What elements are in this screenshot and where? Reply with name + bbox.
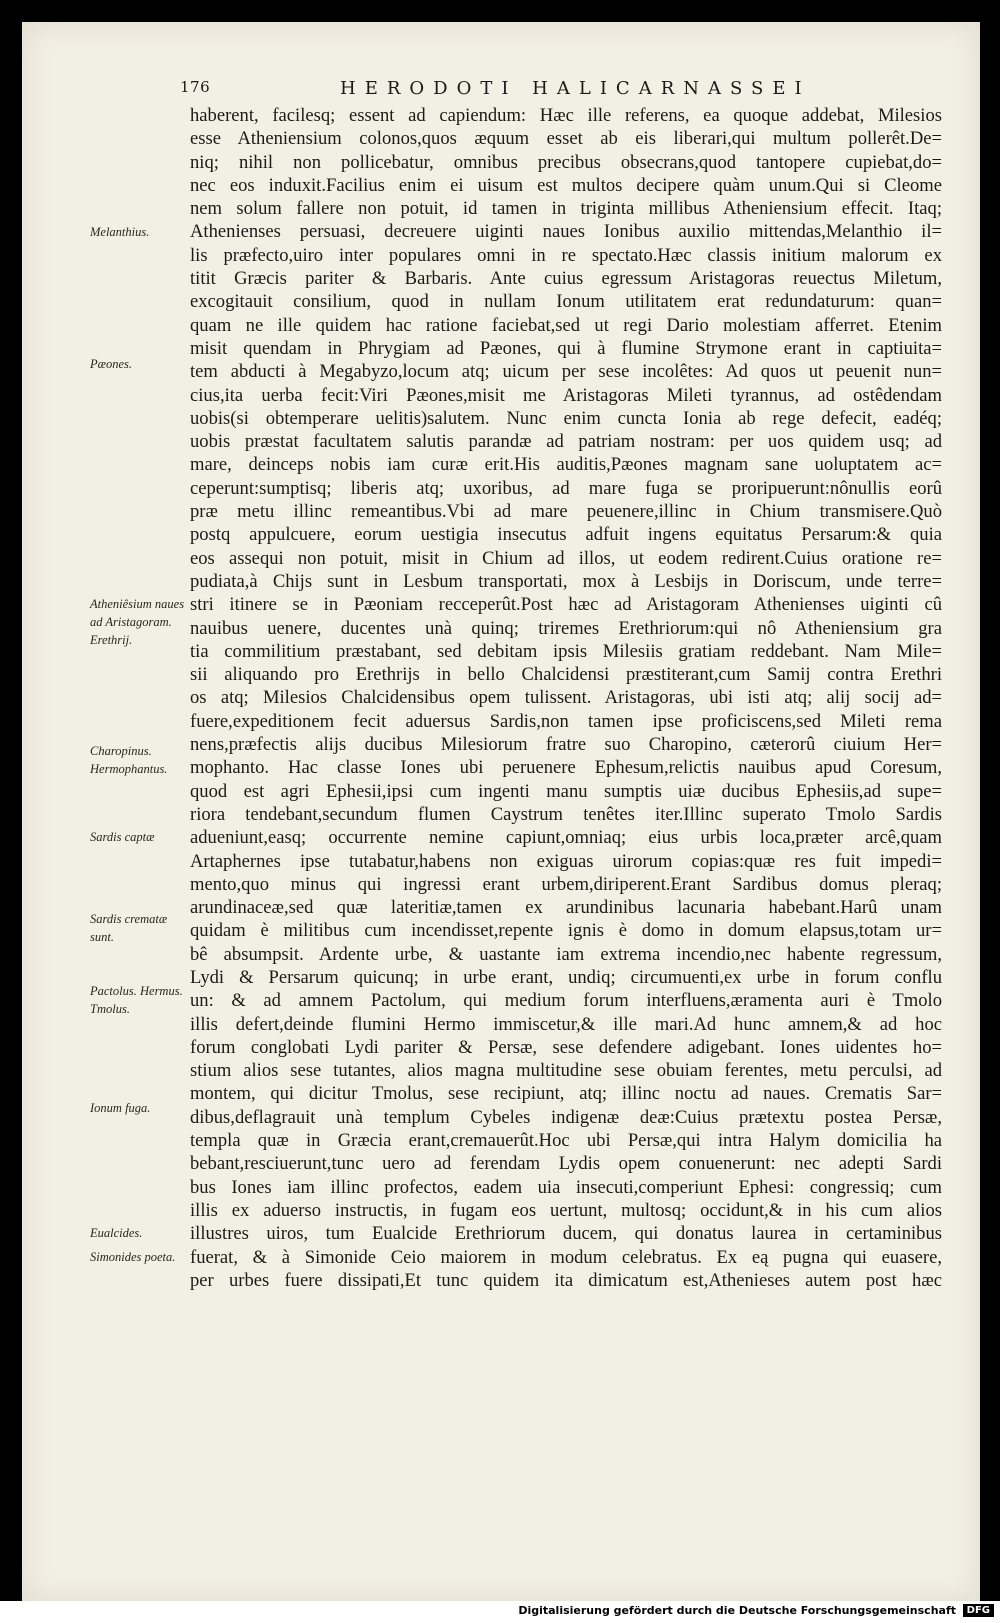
text-line: titit Græcis pariter & Barbaris. Ante cuius egressum Aristagoras reuectus Miletum, [190, 268, 942, 290]
text-line: Athenienses persuasi, decreuere uiginti naues Ionibus auxilio mittendas,Melanthio il= [190, 221, 942, 243]
margin-note: Pactolus. Hermus. Tmolus. [90, 984, 183, 1017]
text-line: forum conglobati Lydi pariter & Persæ, sese defendere adigebant. Iones uidentes ho= [190, 1036, 942, 1058]
text-line: arundinaceæ,sed quæ lateritiæ,tamen ex arundinibus lacunaria habebant.Harû unam [190, 897, 942, 919]
text-line: mare, deinceps nobis iam curæ erit.His auditis,Pæones magnam sane uoluptatem ac= [190, 454, 942, 476]
text-line: præ metu illinc remeantibus.Vbi ad mare peuenere,illinc in Chium transmisere.Quò [190, 501, 942, 523]
text-line: fuere,expeditionem fecit aduersus Sardis,non tamen ipse proficiscens,sed Mileti rema [190, 710, 942, 732]
dfg-logo: DFG [963, 1604, 994, 1617]
text-line: nens,præfectis alijs ducibus Milesiorum fratre suo Charopino, cæterorû ciuium Her= [190, 734, 942, 756]
text-line: dibus,deflagrauit unà templum Cybeles indigenæ deæ:Cuius prætextu postea Persæ, [190, 1106, 942, 1128]
text-line: excogitauit consilium, quod in nullam Ionum utilitatem erat redundaturum: quan= [190, 291, 942, 313]
text-line: nem solum fallere non potuit, id tamen in triginta millibus Atheniensium effecit. Itaq; [190, 198, 942, 220]
text-line: bê absumpsit. Ardente urbe, & uastante iam extrema incendio,nec habente regressum, [190, 943, 942, 965]
text-line: mophanto. Hac classe Iones ubi peruenere Ephesum,relictis nauibus apud Coresum, [190, 757, 942, 779]
text-line: illis defert,deinde flumini Hermo immiscetur,& ille mari.Ad hunc amnem,& ad hoc [190, 1013, 942, 1035]
text-line: per urbes fuere dissipati,Et tunc quidem ita dimicatum est,Athenieses autem post hæc [190, 1269, 942, 1291]
text-line: adueniunt,easq; occurrente nemine capiunt,omniaq; eius urbis loca,præter arcê,quam [190, 827, 942, 849]
page-number: 176 [180, 78, 211, 96]
margin-note: Sardis captæ [90, 830, 155, 845]
text-line: quam ne ille quidem hac ratione faciebat,sed ut regi Dario molestiam afferret. Etenim [190, 314, 942, 336]
text-line: bebant,resciuerunt,tunc uero ad ferendam Lydis opem conuenerunt: nec adepti Sardi [190, 1153, 942, 1175]
text-line: stium alios sese tutantes, alios magna multitudine sese obuiam ferentes, metu perculsi, ad [190, 1060, 942, 1082]
text-line: lis præfecto,uiro inter populares omni in re spectato.Hæc classis initium malorum ex [190, 244, 942, 266]
text-line: un: & ad amnem Pactolum, qui medium forum interfluens,æramenta auri è Tmolo [190, 990, 942, 1012]
text-line: eos assequi non potuit, misit in Chium ad illos, ut eodem redirent.Cuius oratione re= [190, 547, 942, 569]
text-line: os atq; Milesios Chalcidensibus opem tulissent. Aristagoras, ubi isti atq; alij socij ad= [190, 687, 942, 709]
footer-bar [0, 1601, 1000, 1623]
text-line: mento,quo minus qui ingressi erant urbem,diriperent.Erant Sardibus domus pleraq; [190, 873, 942, 895]
margin-note: Ionum fuga. [90, 1100, 151, 1115]
text-line: quod est agri Ephesii,ipsi cum ingenti manu sumptis uiæ ducibus Ephesiis,ad supe= [190, 780, 942, 802]
text-line: riora tendebant,secundum flumen Caystrum tenêtes iter.Illinc superato Tmolo Sardis [190, 803, 942, 825]
margin-note: Sardis crematæ sunt. [90, 911, 168, 944]
text-line: esse Atheniensium colonos,quos æquum esset ab eis liberari,qui multum pollerêt.De= [190, 128, 942, 150]
text-line: illis ex aduerso instructis, in fugam eos uertunt, multosq; occidunt,& in his cum alios [190, 1199, 942, 1221]
text-line: illustres uiros, tum Eualcide Erethriorum ducem, qui donatus laurea in certaminibus [190, 1223, 942, 1245]
text-line: misit quendam in Phrygiam ad Pæones, qui à flumine Strymone erant in captiuita= [190, 337, 942, 359]
text-line: tia commilitium præstabant, sed debitam ipsis Milesiis gratiam reddebant. Nam Mile= [190, 640, 942, 662]
text-line: Lydi & Persarum quicunq; in urbe erant, undiq; circumuenti,ex urbe in forum conflu [190, 966, 942, 988]
text-line: cius,ita uerba fecit:Viri Pæones,misit me Aristagoras Mileti tyrannus, ad ostêdendam [190, 384, 942, 406]
text-line: niq; nihil non pollicebatur, omnibus precibus obsecrans,quod tantopere cupiebat,do= [190, 151, 942, 173]
text-line: uobis præstat facultatem salutis parandæ ad patriam nostram: per uos quidem usq; ad [190, 431, 942, 453]
margin-note: Simonides poeta. [90, 1249, 176, 1264]
text-line: fuerat, & à Simonide Ceio maiorem in modum celebratus. Ex eą pugna qui euasere, [190, 1246, 942, 1268]
footer-credit: Digitalisierung gefördert durch die Deutsche Forschungsgemeinschaft [518, 1604, 956, 1617]
text-line: quidam è militibus cum incendisset,repente ignis è domo in domum elapsus,totam ur= [190, 920, 942, 942]
text-line: uobis(si obtemperare uelitis)salutem. Nunc enim cuncta Ionia ab rege defecit, eadéq; [190, 407, 942, 429]
text-line: ceperunt:sumptisq; liberis atq; uxoribus, ad mare fuga se proripuerunt:nônullis eorû [190, 477, 942, 499]
running-title: HERODOTI HALICARNASSEI [340, 78, 811, 99]
margin-note: Eualcides. [90, 1226, 143, 1241]
text-line: sii aliquando pro Erethrijs in bello Chalcidensi præstiterant,cum Samij contra Erethri [190, 664, 942, 686]
text-line: montem, qui dicitur Tmolus, sese recipiunt, atq; illinc noctu ad naues. Crematis Sar= [190, 1083, 942, 1105]
margin-note: Melanthius. [90, 224, 150, 239]
text-line: nauibus uenere, ducentes unà quinq; triremes Erethriorum:qui nô Atheniensium gra [190, 617, 942, 639]
text-line: postq appulcuere, eorum uestigia insecutus adfuit ingens equitatus Persarum:& quia [190, 524, 942, 546]
text-line: tem abducti à Megabyzo,locum atq; uicum per sese incolêtes: Ad quos ut peuenit nun= [190, 361, 942, 383]
text-line: templa quæ in Græcia erant,cremauerût.Hoc ubi Persæ,qui intra Halym domicilia ha [190, 1130, 942, 1152]
text-line: stri itinere se in Pæoniam recceperût.Post hæc ad Aristagoram Athenienses uiginti cû [190, 594, 942, 616]
body-text [190, 104, 942, 1292]
text-line: haberent, facilesq; essent ad capiendum: Hæc ille referens, ea quoque addebat, Milesios [190, 105, 942, 126]
text-line: bus Iones iam illinc profectos, eadem uia insecuti,comperiunt Ephesi: congressiq; cum [190, 1176, 942, 1198]
text-line: pudiata,à Chijs sunt in Lesbum transportati, mox à Lesbijs in Doriscum, unde terre= [190, 570, 942, 592]
margin-note: Charopinus. Hermophantus. [90, 744, 168, 777]
margin-note: Pæones. [90, 357, 133, 372]
margin-note: Atheniêsium naues ad Aristagoram. Erethrij. [90, 597, 185, 648]
text-line: Artaphernes ipse tutabatur,habens non exiguas uirorum copias:quæ res fuit impedi= [190, 850, 942, 872]
text-line: nec eos induxit.Facilius enim ei uisum est multos decipere quàm unum.Qui si Cleome [190, 174, 942, 196]
